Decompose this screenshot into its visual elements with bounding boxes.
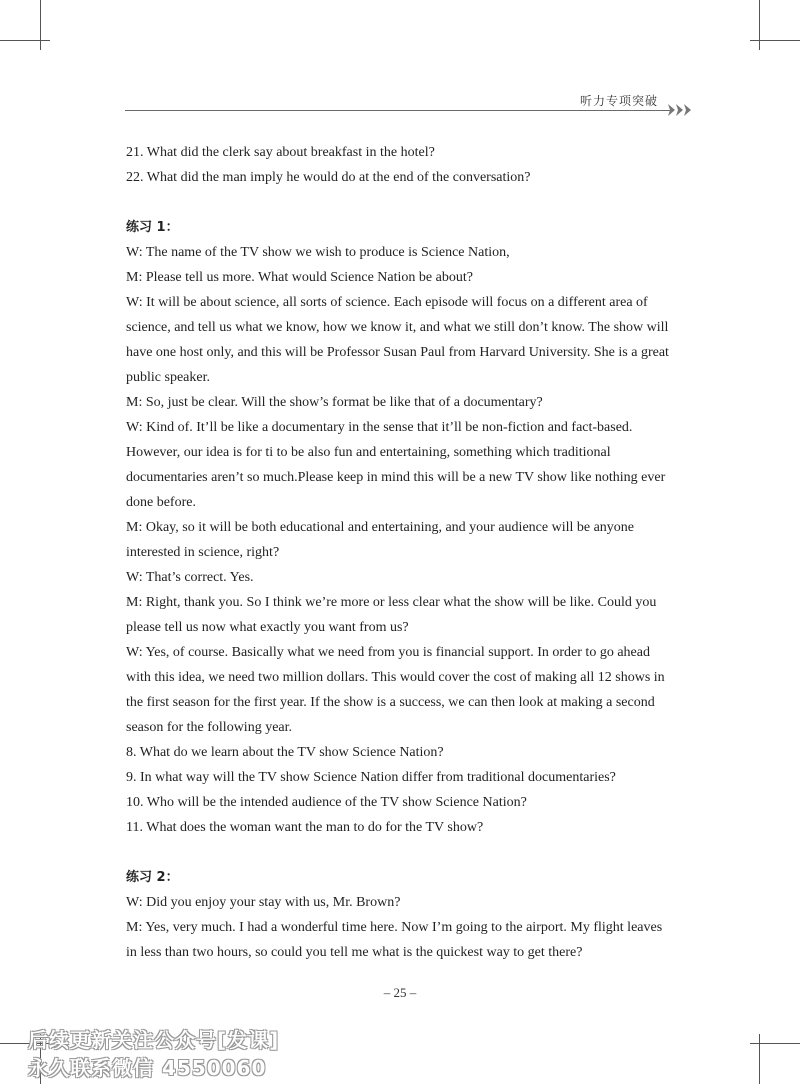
question-line: 8. What do we learn about the TV show Science Nation? — [126, 745, 444, 760]
text-line: W: Kind of. It’ll be like a documentary in the sense that it’ll be non-fiction and fact-based. — [126, 420, 633, 435]
question-line: 9. In what way will the TV show Science Nation differ from traditional documentaries? — [126, 770, 616, 785]
question-line: 22. What did the man imply he would do at the end of the conversation? — [126, 170, 531, 185]
text-line: M: Right, thank you. So I think we’re more or less clear what the show will be like. Could you — [126, 595, 657, 610]
text-line: with this idea, we need two million dollars. This would cover the cost of making all 12 shows in — [126, 670, 665, 685]
text-line: W: The name of the TV show we wish to produce is Science Nation, — [126, 245, 510, 260]
text-line: However, our idea is for ti to be also fun and entertaining, something which traditional — [126, 445, 611, 460]
text-line: season for the following year. — [126, 720, 293, 735]
question-line: 21. What did the clerk say about breakfast in the hotel? — [126, 145, 435, 160]
exercise-1-text — [126, 240, 675, 840]
question-line: 10. Who will be the intended audience of the TV show Science Nation? — [126, 795, 527, 810]
watermark-line: 后续更新关注公众号[发课] — [28, 1028, 280, 1052]
text-line: W: That’s correct. Yes. — [126, 570, 254, 585]
text-line: the first season for the first year. If the show is a success, we can then look at making a second — [126, 695, 655, 710]
exercise-heading: 练习 1： — [126, 220, 179, 235]
question-line: 11. What does the woman want the man to do for the TV show? — [126, 820, 484, 835]
text-line: documentaries aren’t so much.Please keep in mind this will be a new TV show like nothing ever — [126, 470, 666, 485]
exercise-2-text — [126, 890, 675, 965]
crop-mark — [750, 40, 800, 41]
text-line: M: Please tell us more. What would Science Nation be about? — [126, 270, 473, 285]
crop-mark — [40, 0, 41, 50]
chevrons-icon — [668, 102, 696, 118]
exercise-heading: 练习 2： — [126, 870, 179, 885]
text-line: public speaker. — [126, 370, 210, 385]
text-line: M: So, just be clear. Will the show’s format be like that of a documentary? — [126, 395, 543, 410]
header-title: 听力专项突破 — [579, 94, 658, 108]
crop-mark — [759, 0, 760, 50]
text-line: W: Did you enjoy your stay with us, Mr. Brown? — [126, 895, 401, 910]
text-line: please tell us now what exactly you want from us? — [126, 620, 409, 635]
crop-mark — [0, 40, 50, 41]
text-line: in less than two hours, so could you tell me what is the quickest way to get there? — [126, 945, 583, 960]
text-line: M: Yes, very much. I had a wonderful time here. Now I’m going to the airport. My flight leaves — [126, 920, 663, 935]
page-body — [126, 140, 675, 965]
text-line: M: Okay, so it will be both educational and entertaining, and your audience will be anyone — [126, 520, 635, 535]
text-line: done before. — [126, 495, 196, 510]
crop-mark — [759, 1034, 760, 1084]
text-line: W: It will be about science, all sorts of science. Each episode will focus on a different area of — [126, 295, 648, 310]
header-rule — [125, 110, 670, 111]
text-line: interested in science, right? — [126, 545, 280, 560]
crop-mark — [750, 1043, 800, 1044]
watermark-line: 永久联系微信 4550060 — [28, 1056, 267, 1080]
text-line: have one host only, and this will be Professor Susan Paul from Harvard University. She is a great — [126, 345, 669, 360]
text-line: W: Yes, of course. Basically what we need from you is financial support. In order to go ahead — [126, 645, 650, 660]
page-number: – 25 – — [383, 985, 417, 1000]
text-line: science, and tell us what we know, how we know it, and what we still don’t know. The show will — [126, 320, 669, 335]
